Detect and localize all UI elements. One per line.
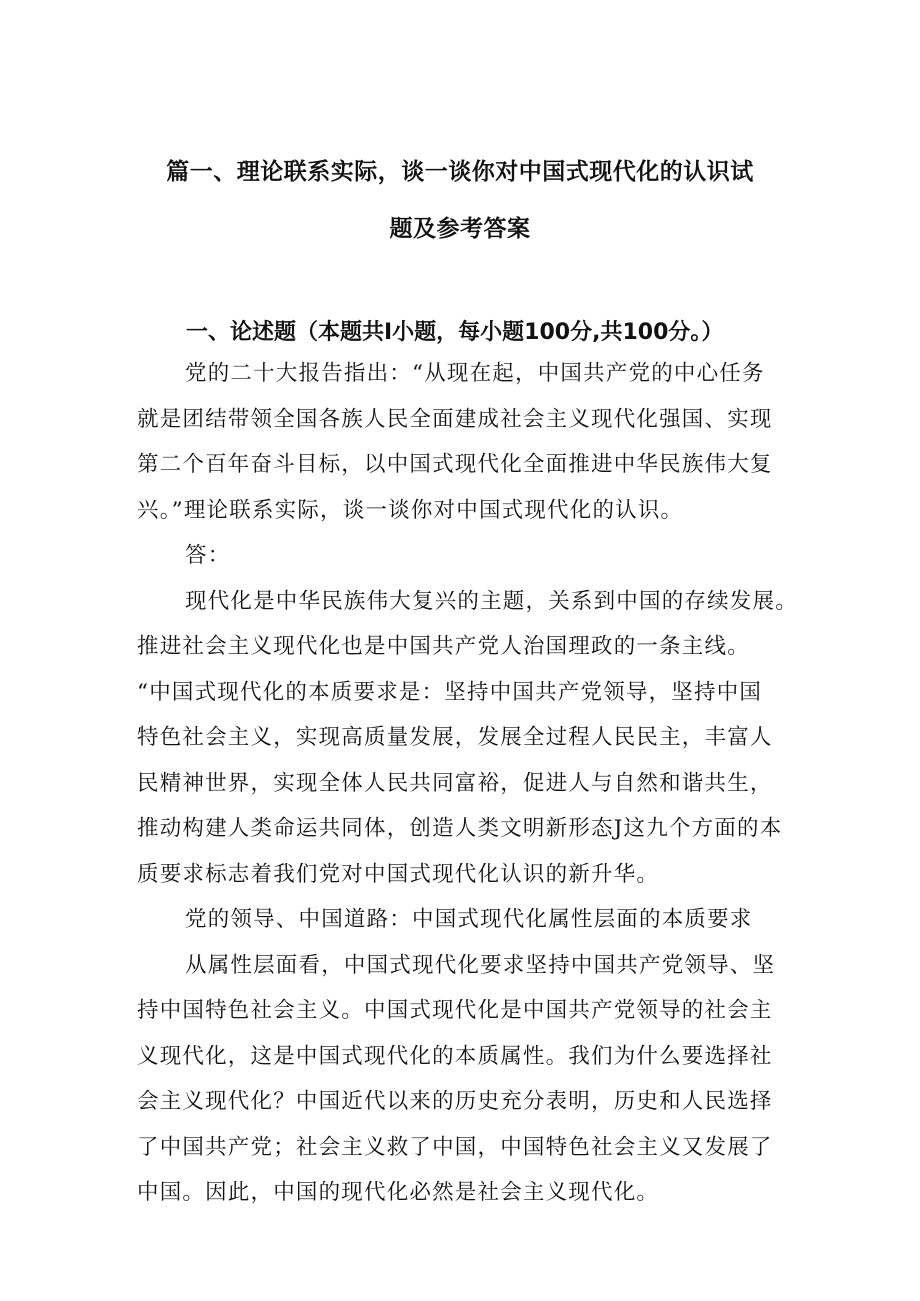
text-line: 持中国特色社会主义。中国式现代化是中国共产党领导的社会主	[137, 998, 773, 1023]
text-line: 特色社会主义，实现高质量发展，发展全过程人民民主，丰富人	[137, 725, 773, 750]
text-line: 中国。因此，中国的现代化必然是社会主义现代化。	[137, 1180, 660, 1205]
text-line: 答：	[185, 543, 231, 568]
text-line: 就是团结带领全国各族人民全面建成社会主义现代化强国、实现	[137, 406, 773, 432]
document-title-line-2: 题及参考答案	[389, 216, 531, 242]
text-line: 从属性层面看，中国式现代化要求坚持中国共产党领导、坚	[185, 952, 776, 978]
document-body	[137, 351, 797, 1216]
text-line: 会主义现代化？中国近代以来的历史充分表明，历史和人民选择	[137, 1089, 773, 1114]
text-line: 义现代化，这是中国式现代化的本质属性。我们为什么要选择社	[137, 1043, 773, 1069]
text-line: 现代化是中华民族伟大复兴的主题，关系到中国的存续发展。	[185, 588, 798, 614]
document-title-line-1: 篇一、理论联系实际，谈一谈你对中国式现代化的认识试	[166, 159, 754, 185]
text-line: 民精神世界，实现全体人民共同富裕，促进人与自然和谐共生，	[137, 770, 773, 796]
text-line: “中国式现代化的本质要求是：坚持中国共产党领导，坚持中国	[137, 679, 763, 705]
answer-paragraph-2	[137, 943, 797, 1216]
answer-paragraph-1	[137, 579, 797, 898]
section-heading: 一、论述题（本题共I小题，每小题100分,共100分。）	[186, 320, 724, 345]
text-line: 兴。”理论联系实际，谈一谈你对中国式现代化的认识。	[137, 497, 684, 523]
question-paragraph	[137, 351, 797, 533]
answer-label	[137, 533, 797, 579]
text-line: 了中国共产党；社会主义救了中国，中国特色社会主义又发展了	[137, 1134, 773, 1160]
answer-subheading	[137, 897, 797, 943]
text-line: 第二个百年奋斗目标，以中国式现代化全面推进中华民族伟大复	[137, 452, 773, 477]
text-line: 推进社会主义现代化也是中国共产党人治国理政的一条主线。	[137, 634, 750, 659]
text-line: 党的领导、中国道路：中国式现代化属性层面的本质要求	[185, 907, 753, 932]
text-line: 党的二十大报告指出：“从现在起，中国共产党的中心任务	[185, 361, 765, 386]
text-line: 推动构建人类命运共同体，创造人类文明新形态J这九个方面的本	[137, 816, 783, 841]
text-line: 质要求标志着我们党对中国式现代化认识的新升华。	[137, 861, 660, 887]
